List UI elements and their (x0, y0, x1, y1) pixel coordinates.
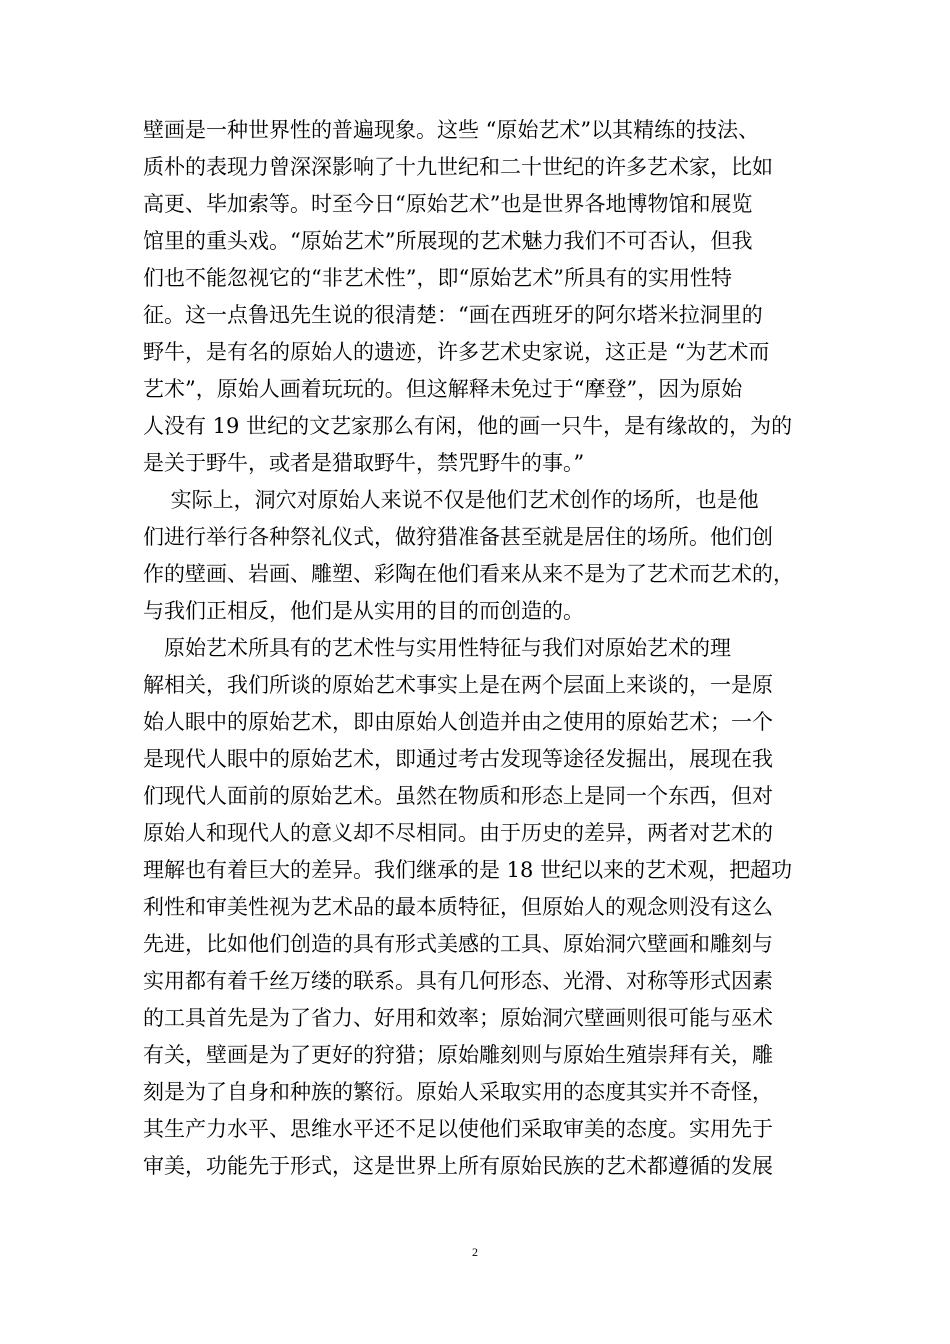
text-line: 先进，比如他们创造的具有形式美感的工具、原始洞穴壁画和雕刻与 (143, 932, 773, 956)
text-line: 人没有 19 世纪的文艺家那么有闲，他的画一只牛，是有缘故的，为的 (143, 414, 793, 438)
text-line: 壁画是一种世界性的普遍现象。这些 “原始艺术”以其精练的技法、 (143, 118, 760, 142)
text-line: 始人眼中的原始艺术，即由原始人创造并由之使用的原始艺术；一个 (143, 710, 773, 734)
text-line: 是关于野牛，或者是猎取野牛，禁咒野牛的事。” (143, 451, 585, 475)
text-line: 与我们正相反，他们是从实用的目的而创造的。 (143, 599, 584, 623)
text-line: 质朴的表现力曾深深影响了十九世纪和二十世纪的许多艺术家，比如 (143, 155, 773, 179)
text-line: 是现代人眼中的原始艺术，即通过考古发现等途径发掘出，展现在我 (143, 747, 773, 771)
text-line: 利性和审美性视为艺术品的最本质特征，但原始人的观念则没有这么 (143, 895, 773, 919)
text-line: 刻是为了自身和种族的繁衍。原始人采取实用的态度其实并不奇怪， (143, 1080, 773, 1104)
text-line: 的工具首先是为了省力、好用和效率；原始洞穴壁画则很可能与巫术 (143, 1006, 773, 1030)
text-line: 作的壁画、岩画、雕塑、彩陶在他们看来从来不是为了艺术而艺术的， (143, 562, 794, 586)
text-line: 馆里的重头戏。“原始艺术”所展现的艺术魅力我们不可否认，但我 (143, 229, 753, 253)
text-line: 其生产力水平、思维水平还不足以使他们采取审美的态度。实用先于 (143, 1117, 773, 1141)
text-line: 审美，功能先于形式，这是世界上所有原始民族的艺术都遵循的发展 (143, 1154, 773, 1178)
text-line: 高更、毕加索等。时至今日“原始艺术”也是世界各地博物馆和展览 (143, 192, 753, 216)
text-line: 理解也有着巨大的差异。我们继承的是 18 世纪以来的艺术观，把超功 (143, 858, 793, 882)
text-line: 野牛，是有名的原始人的遗迹，许多艺术史家说，这正是 “为艺术而 (143, 340, 770, 364)
text-line: 们也不能忽视它的“非艺术性”，即“原始艺术”所具有的实用性特 (143, 266, 732, 290)
text-line: 们现代人面前的原始艺术。虽然在物质和形态上是同一个东西，但对 (143, 784, 773, 808)
text-line: 艺术”，原始人画着玩玩的。但这解释未免过于“摩登”，因为原始 (143, 377, 743, 401)
text-line: 有关，壁画是为了更好的狩猎；原始雕刻则与原始生殖崇拜有关，雕 (143, 1043, 773, 1067)
page-body (143, 112, 810, 1185)
text-line: 实用都有着千丝万缕的联系。具有几何形态、光滑、对称等形式因素 (143, 969, 773, 993)
text-line: 实际上，洞穴对原始人来说不仅是他们艺术创作的场所，也是他 (143, 488, 759, 512)
text-line: 原始艺术所具有的艺术性与实用性特征与我们对原始艺术的理 (143, 636, 731, 660)
text-line: 原始人和现代人的意义却不尽相同。由于历史的差异，两者对艺术的 (143, 821, 773, 845)
text-line: 解相关，我们所谈的原始艺术事实上是在两个层面上来谈的，一是原 (143, 673, 773, 697)
page-number: 2 (472, 1245, 478, 1259)
text-line: 征。这一点鲁迅先生说的很清楚：“画在西班牙的阿尔塔米拉洞里的 (143, 303, 763, 327)
text-line: 们进行举行各种祭礼仪式，做狩猎准备甚至就是居住的场所。他们创 (143, 525, 773, 549)
